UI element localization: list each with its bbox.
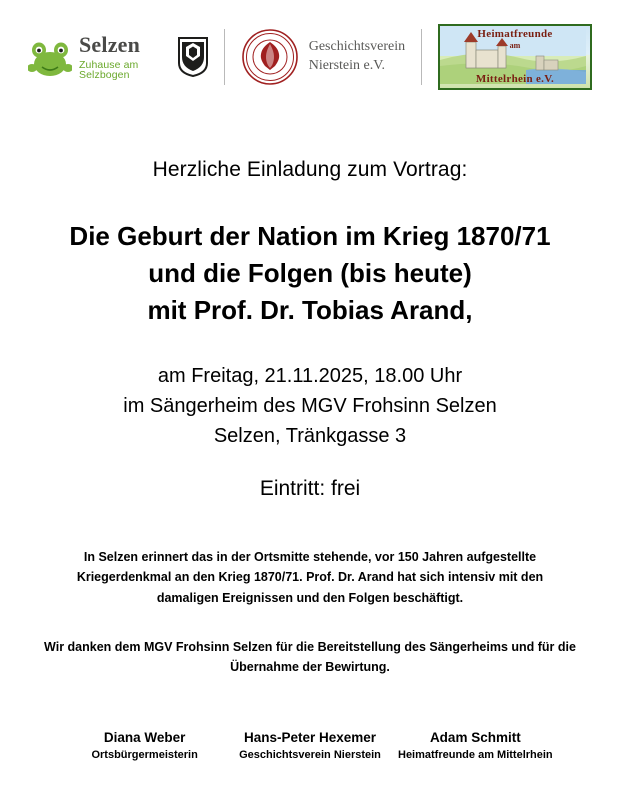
geschichtsverein-wordmark — [309, 38, 405, 76]
selzen-coat-of-arms-icon — [178, 37, 208, 77]
event-datetime: am Freitag, 21.11.2025, 18.00 Uhr — [157, 364, 463, 387]
logo-divider-2 — [421, 29, 422, 85]
signature-name: Adam Schmitt — [429, 729, 521, 745]
gv-line2: Nierstein e.V. — [308, 58, 386, 73]
signature-block — [62, 730, 227, 761]
event-title-line1: Die Geburt der Nation im Krieg 1870/71 — [69, 221, 551, 251]
logo-divider-1 — [224, 29, 225, 85]
flyer-content — [0, 158, 620, 761]
heimatfreunde-top-text: Heimatfreunde — [477, 28, 553, 40]
signature-block — [227, 730, 392, 761]
heimatfreunde-mid-text: am — [509, 41, 521, 50]
invitation-line: Herzliche Einladung zum Vortrag: — [152, 158, 468, 181]
selzen-wordmark: Selzen — [79, 31, 141, 57]
event-speaker: mit Prof. Dr. Tobias Arand, — [147, 294, 473, 325]
signature-role: Heimatfreunde am Mittelrhein — [398, 748, 553, 761]
heimatfreunde-bottom-text: Mittelrhein e.V. — [475, 73, 555, 85]
thanks-paragraph: Wir danken dem MGV Frohsinn Selzen für die Bereitstellung des Sängerheims und für die Übernahme der Bewirtung. — [44, 639, 576, 675]
signature-block — [393, 730, 558, 761]
signature-name: Hans-Peter Hexemer — [243, 729, 377, 745]
eagle-seal-icon — [241, 28, 299, 86]
signature-name: Diana Weber — [103, 729, 186, 745]
logo-heimatfreunde — [428, 22, 602, 92]
gv-line1: Geschichtsverein — [308, 39, 406, 55]
event-title-line2: und die Folgen (bis heute) — [148, 257, 472, 288]
signature-role: Geschichtsverein Nierstein — [239, 748, 381, 761]
logo-bar — [0, 0, 620, 92]
description-paragraph: In Selzen erinnert das in der Ortsmitte stehende, vor 150 Jahren aufgestellte Kriegerdenkmal an den Krieg 1870/71. Prof. Dr. Arand hat sich intensiv mit den damaligen Ereignissen und den Folgen beschäftigt. — [76, 549, 544, 605]
signature-role: Ortsbürgermeisterin — [91, 748, 198, 761]
event-details — [28, 361, 592, 451]
signature-row — [28, 730, 592, 761]
logo-selzen — [18, 22, 218, 92]
frog-icon — [28, 34, 72, 80]
admission-note: Eintritt: frei — [259, 476, 361, 500]
event-venue: im Sängerheim des MGV Frohsinn Selzen — [123, 394, 497, 417]
selzen-tagline: Zuhause am Selzbogen — [79, 58, 139, 81]
event-title — [28, 218, 592, 329]
logo-geschichtsverein — [231, 22, 415, 92]
event-address: Selzen, Tränkgasse 3 — [213, 424, 407, 447]
